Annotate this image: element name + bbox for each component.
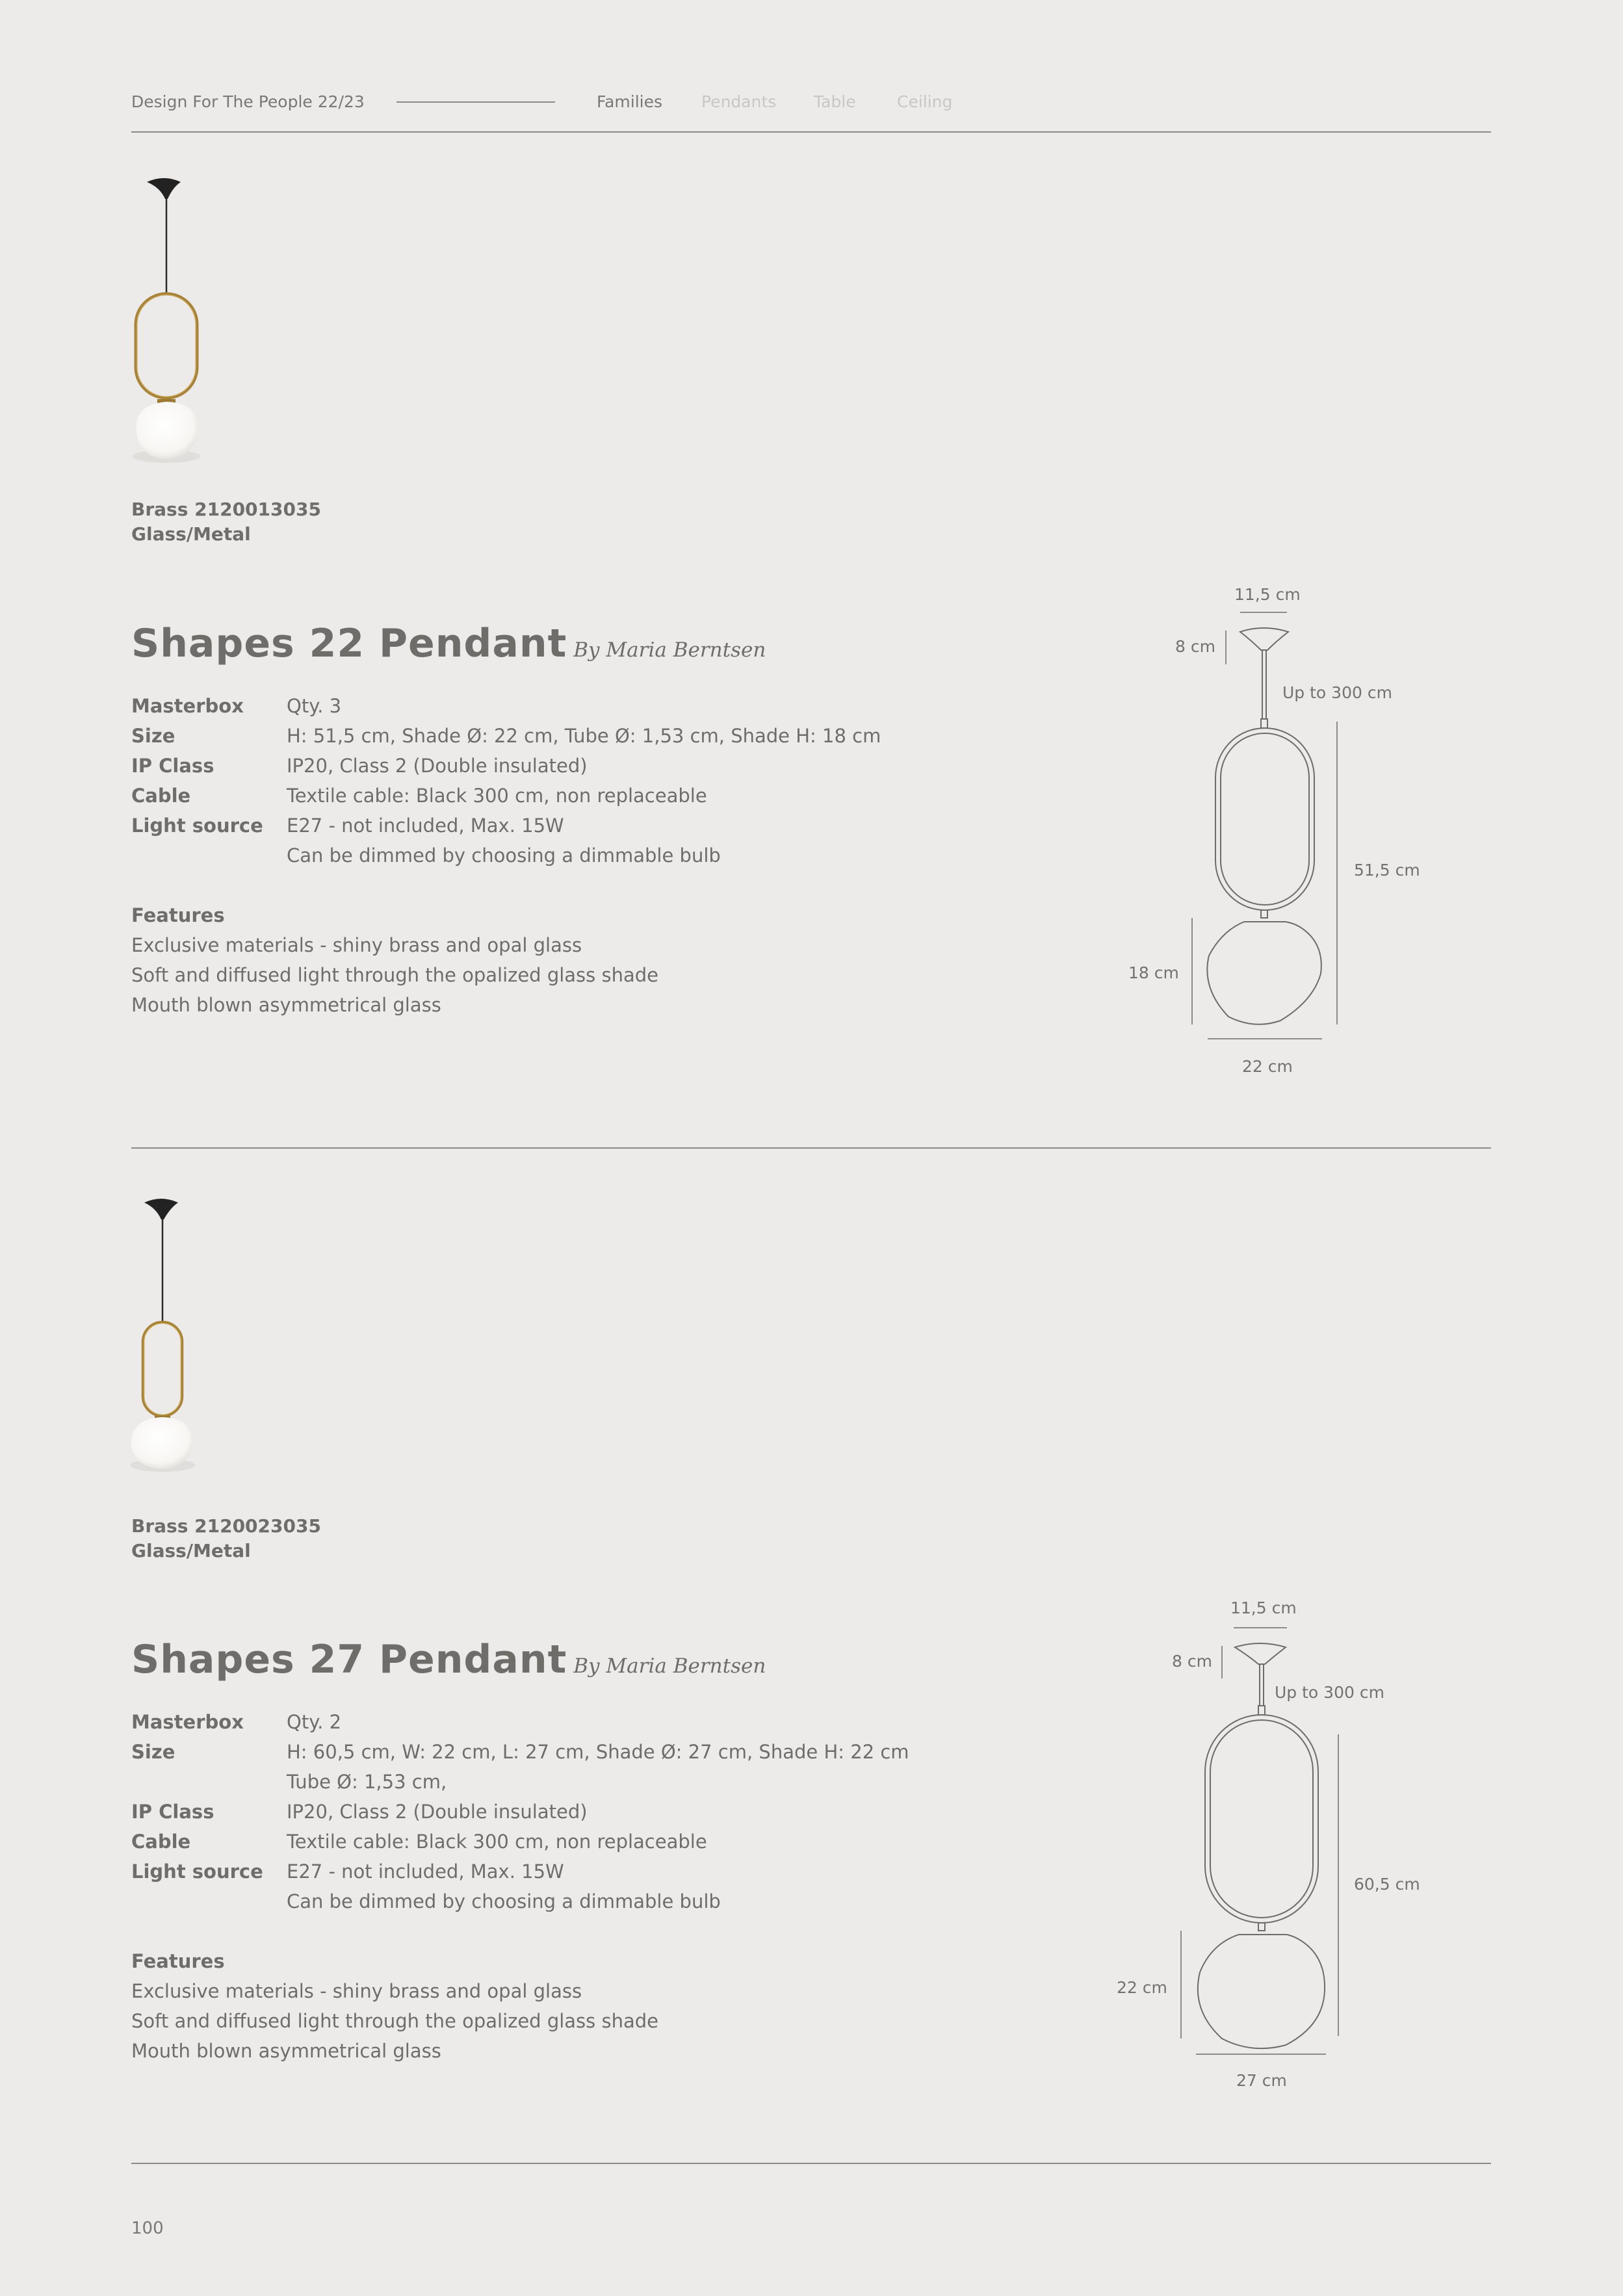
dimension-total-height: 60,5 cm	[1354, 1875, 1420, 1894]
dimension-canopy-width: 11,5 cm	[1234, 585, 1301, 604]
spec-value-size: H: 60,5 cm, W: 22 cm, L: 27 cm, Shade Ø: 27 cm, Shade H: 22 cm	[287, 1741, 909, 1763]
feature-item: Exclusive materials - shiny brass and opal glass	[131, 934, 582, 956]
feature-item: Soft and diffused light through the opalized glass shade	[131, 964, 658, 986]
spec-value-light-source: E27 - not included, Max. 15W	[287, 1860, 564, 1883]
header-divider	[131, 131, 1491, 133]
page-number: 100	[131, 2219, 164, 2238]
spec-value-cable: Textile cable: Black 300 cm, non replaceable	[287, 785, 707, 807]
dimension-canopy-height: 8 cm	[1172, 1652, 1212, 1671]
dimension-shade-width: 22 cm	[1242, 1057, 1293, 1076]
spec-value-masterbox: Qty. 3	[287, 695, 342, 717]
spec-label-light-source: Light source	[131, 1860, 263, 1883]
spec-value-cable: Textile cable: Black 300 cm, non replaceable	[287, 1831, 707, 1853]
spec-value-ip-class: IP20, Class 2 (Double insulated)	[287, 1801, 588, 1823]
dimension-shade-height: 18 cm	[1128, 963, 1179, 982]
spec-value-size: H: 51,5 cm, Shade Ø: 22 cm, Tube Ø: 1,53 cm, Shade H: 18 cm	[287, 725, 881, 747]
catalog-title: Design For The People 22/23	[131, 92, 365, 111]
spec-value-light-source: E27 - not included, Max. 15W	[287, 815, 564, 837]
product-name: Shapes 22 Pendant	[131, 621, 567, 666]
dimension-cable-length: Up to 300 cm	[1282, 683, 1392, 702]
tab-ceiling[interactable]: Ceiling	[897, 92, 953, 111]
spec-label-masterbox: Masterbox	[131, 695, 244, 717]
spec-value-dimming: Can be dimmed by choosing a dimmable bulb	[287, 844, 721, 867]
section-divider	[131, 2163, 1491, 2164]
dimension-shade-height: 22 cm	[1117, 1978, 1167, 1997]
spec-label-size: Size	[131, 725, 175, 747]
technical-drawing-shapes-27	[1105, 1599, 1378, 2080]
feature-item: Soft and diffused light through the opalized glass shade	[131, 2010, 658, 2032]
product-material: Glass/Metal	[131, 1540, 251, 1561]
tab-pendants[interactable]: Pendants	[701, 92, 777, 111]
spec-label-ip-class: IP Class	[131, 755, 214, 777]
product-title	[131, 621, 766, 666]
spec-label-cable: Cable	[131, 785, 191, 807]
header-short-rule	[396, 101, 555, 103]
technical-drawing-shapes-22	[1105, 585, 1365, 1053]
product-material: Glass/Metal	[131, 523, 251, 545]
dimension-shade-width: 27 cm	[1236, 2071, 1287, 2090]
product-sku: Brass 2120013035	[131, 499, 321, 520]
spec-label-ip-class: IP Class	[131, 1801, 214, 1823]
product-designer: By Maria Berntsen	[573, 638, 766, 662]
dimension-total-height: 51,5 cm	[1354, 861, 1420, 880]
features-title: Features	[131, 904, 225, 926]
product-photo-shapes-22	[127, 170, 218, 469]
tab-families[interactable]: Families	[597, 92, 663, 111]
dimension-cable-length: Up to 300 cm	[1275, 1683, 1384, 1702]
tab-table[interactable]: Table	[814, 92, 856, 111]
product-sku: Brass 2120023035	[131, 1515, 321, 1537]
section-divider	[131, 1147, 1491, 1149]
product-name: Shapes 27 Pendant	[131, 1637, 567, 1682]
spec-label-light-source: Light source	[131, 815, 263, 837]
spec-label-size: Size	[131, 1741, 175, 1763]
spec-value-ip-class: IP20, Class 2 (Double insulated)	[287, 755, 588, 777]
feature-item: Exclusive materials - shiny brass and opal glass	[131, 1980, 582, 2002]
spec-value-masterbox: Qty. 2	[287, 1711, 342, 1733]
product-photo-shapes-27	[127, 1191, 218, 1477]
product-designer: By Maria Berntsen	[573, 1654, 766, 1678]
spec-label-cable: Cable	[131, 1831, 191, 1853]
feature-item: Mouth blown asymmetrical glass	[131, 994, 441, 1016]
spec-value-tube: Tube Ø: 1,53 cm,	[287, 1771, 447, 1793]
product-title	[131, 1637, 766, 1682]
spec-label-masterbox: Masterbox	[131, 1711, 244, 1733]
feature-item: Mouth blown asymmetrical glass	[131, 2040, 441, 2062]
features-title: Features	[131, 1950, 225, 1972]
dimension-canopy-width: 11,5 cm	[1230, 1598, 1297, 1617]
dimension-canopy-height: 8 cm	[1175, 637, 1215, 656]
spec-value-dimming: Can be dimmed by choosing a dimmable bulb	[287, 1890, 721, 1912]
